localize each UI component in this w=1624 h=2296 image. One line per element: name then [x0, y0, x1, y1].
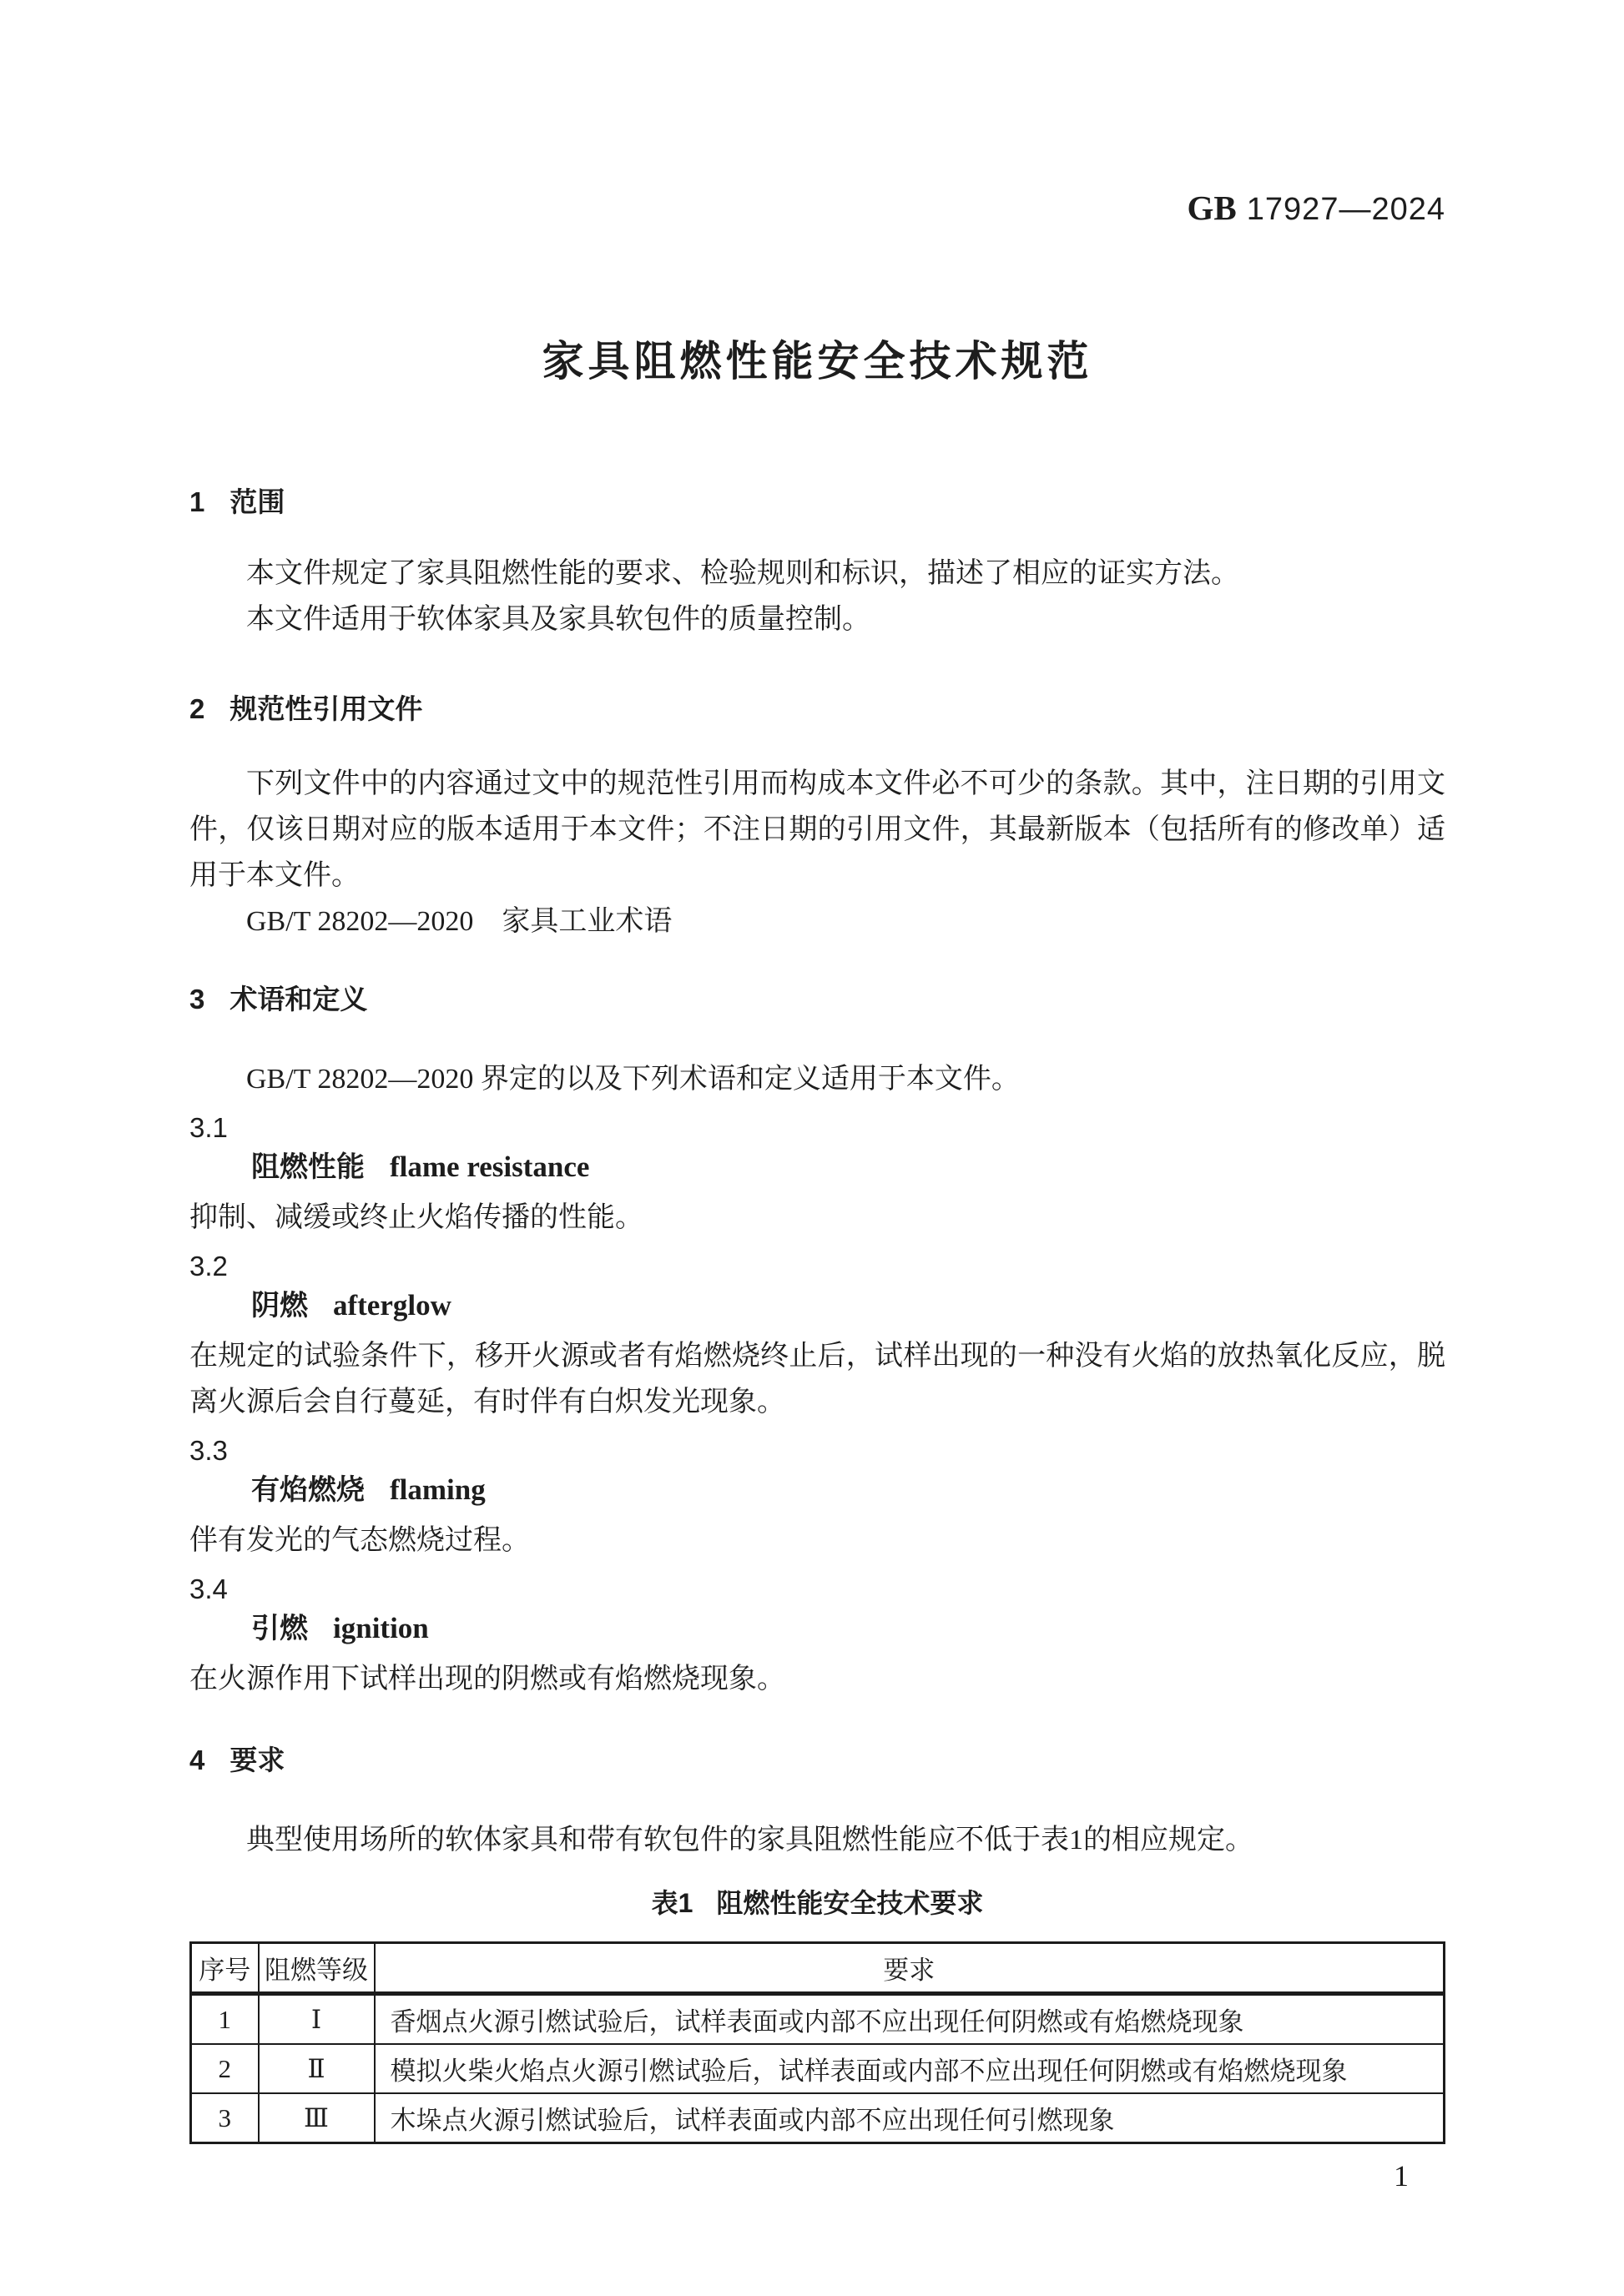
term-entry [189, 1249, 1445, 1425]
page-content [0, 190, 1624, 2193]
table-caption [189, 1885, 1445, 1921]
row-no: 1 [191, 1994, 259, 2045]
term-title [251, 1286, 1445, 1332]
clause-4-heading [189, 1742, 1445, 1779]
standard-code-header [189, 190, 1445, 234]
clause-3-number: 3 [189, 984, 205, 1015]
row-requirement: 模拟火柴火焰点火源引燃试验后，试样表面或内部不应出现任何阴燃或有焰燃烧现象 [375, 2044, 1445, 2093]
standard-prefix: GB [1187, 189, 1237, 227]
clause-1-heading [189, 484, 1445, 521]
row-no: 2 [191, 2044, 259, 2093]
row-requirement: 木垛点火源引燃试验后，试样表面或内部不应出现任何引燃现象 [375, 2093, 1445, 2143]
term-zh: 阴燃 [251, 1290, 308, 1322]
term-en: flaming [390, 1473, 486, 1506]
row-no: 3 [191, 2093, 259, 2143]
table-row [191, 2044, 1445, 2093]
page-number: 1 [1394, 2159, 1409, 2193]
term-title [251, 1470, 1445, 1516]
clause-2-paragraph: 下列文件中的内容通过文中的规范性引用而构成本文件必不可少的条款。其中，注日期的引用文件，仅该日期对应的版本适用于本文件；不注日期的引用文件，其最新版本（包括所有的修改单）适用于本文件。 [189, 768, 1445, 891]
term-en: ignition [333, 1612, 429, 1644]
requirements-table [189, 1941, 1445, 2144]
clause-1-number: 1 [189, 486, 205, 517]
table-header-row [191, 1943, 1445, 1994]
clause-2-number: 2 [189, 693, 205, 724]
term-zh: 阻燃性能 [251, 1151, 365, 1183]
term-zh: 有焰燃烧 [251, 1474, 365, 1506]
clause-2-title: 规范性引用文件 [229, 693, 423, 724]
table-caption-text: 阻燃性能安全技术要求 [716, 1888, 984, 1918]
term-id: 3.3 [189, 1435, 228, 1466]
normative-reference: GB/T 28202—2020 家具工业术语 [246, 906, 673, 937]
column-header-no: 序号 [191, 1943, 259, 1994]
table-caption-label: 表1 [651, 1888, 693, 1918]
document-title: 家具阻燃性能安全技术规范 [542, 338, 1093, 385]
column-header-requirement: 要求 [375, 1943, 1445, 1994]
clause-3-title: 术语和定义 [229, 984, 368, 1015]
clause-1-paragraph: 本文件适用于软体家具及家具软包件的质量控制。 [246, 604, 870, 635]
term-zh: 引燃 [251, 1613, 308, 1644]
table-row [191, 1994, 1445, 2045]
clause-4-number: 4 [189, 1745, 205, 1775]
clause-4-paragraph: 典型使用场所的软体家具和带有软包件的家具阻燃性能应不低于表1的相应规定。 [246, 1825, 1253, 1855]
clause-1-title: 范围 [229, 486, 285, 517]
clause-2-heading [189, 691, 1445, 728]
term-definition: 在规定的试验条件下，移开火源或者有焰燃烧终止后，试样出现的一种没有火焰的放热氧化反应，脱离火源后会自行蔓延，有时伴有白炽发光现象。 [189, 1341, 1445, 1417]
term-title [251, 1609, 1445, 1654]
term-id: 3.1 [189, 1112, 228, 1143]
row-grade: Ⅱ [259, 2044, 375, 2093]
table-row [191, 2093, 1445, 2143]
term-definition: 在火源作用下试样出现的阴燃或有焰燃烧现象。 [189, 1664, 785, 1694]
row-grade: Ⅲ [259, 2093, 375, 2143]
row-grade: Ⅰ [259, 1994, 375, 2045]
column-header-grade: 阻燃等级 [259, 1943, 375, 1994]
term-title [251, 1147, 1445, 1193]
clause-3-intro: GB/T 28202—2020 界定的以及下列术语和定义适用于本文件。 [246, 1064, 1020, 1095]
clause-3-heading [189, 981, 1445, 1018]
term-entry [189, 1572, 1445, 1702]
term-definition: 抑制、减缓或终止火焰传播的性能。 [189, 1202, 643, 1233]
term-en: flame resistance [390, 1151, 590, 1183]
term-id: 3.4 [189, 1573, 228, 1604]
standard-number: 17927—2024 [1246, 192, 1445, 227]
clause-1-paragraph: 本文件规定了家具阻燃性能的要求、检验规则和标识，描述了相应的证实方法。 [246, 558, 1239, 589]
term-en: afterglow [333, 1289, 451, 1322]
term-entry [189, 1110, 1445, 1241]
term-entry [189, 1433, 1445, 1563]
term-id: 3.2 [189, 1251, 228, 1281]
term-definition: 伴有发光的气态燃烧过程。 [189, 1525, 530, 1556]
row-requirement: 香烟点火源引燃试验后，试样表面或内部不应出现任何阴燃或有焰燃烧现象 [375, 1994, 1445, 2045]
clause-4-title: 要求 [229, 1745, 285, 1775]
